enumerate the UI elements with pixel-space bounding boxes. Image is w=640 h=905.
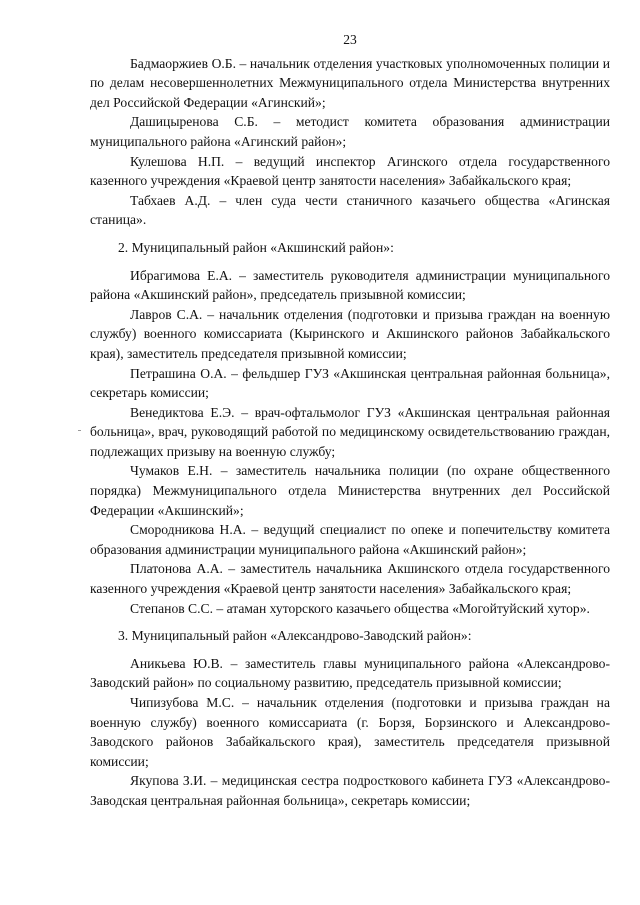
member-entry: Ибрагимова Е.А. – заместитель руководителя администрации муниципального района «Акшинский район», председатель призывной комиссии; [90, 267, 610, 303]
member-entry: Петрашина О.А. – фельдшер ГУЗ «Акшинская центральная районная больница», секретарь комиссии; [90, 365, 610, 401]
member-entry: Платонова А.А. – заместитель начальника Акшинского отдела государственного казенного учреждения «Краевой центр занятости населения» Забайкальского края; [90, 561, 610, 597]
member-entry: Табхаев А.Д. – член суда чести станичного казачьего общества «Агинская станица». [90, 192, 610, 228]
document-page [90, 30, 610, 811]
member-entry: Лавров С.А. – начальник отделения (подготовки и призыва граждан на военную службу) военного комиссариата (Кыринского и Акшинского районов Забайкальского края), заместитель председателя призывной комиссии; [90, 306, 610, 361]
margin-mark [78, 430, 81, 431]
member-entry: Степанов С.С. – атаман хуторского казачьего общества «Могойтуйский хутор». [130, 600, 590, 616]
member-entry: Смородникова Н.А. – ведущий специалист по опеке и попечительству комитета образования администрации муниципального района «Акшинский район»; [90, 522, 610, 557]
member-entry: Кулешова Н.П. – ведущий инспектор Агинского отдела государственного казенного учреждения «Краевой центр занятости населения» Забайкальского края; [90, 153, 610, 189]
member-entry: Венедиктова Е.Э. – врач-офтальмолог ГУЗ «Акшинская центральная районная больница», врач, руководящий работой по медицинскому освидетельствованию граждан, подлежащих призыву на военную службу; [90, 404, 610, 459]
section-heading-akshinsky: 2. Муниципальный район «Акшинский район»: [118, 239, 394, 255]
member-entry: Чипизубова М.С. – начальник отделения (подготовки и призыва граждан на военную службу) военного комиссариата (г. Борзя, Борзинского и Александрово-Заводского районов Забайкальского края), заместитель председателя призывной комиссии; [90, 695, 610, 769]
member-entry: Чумаков Е.Н. – заместитель начальника полиции (по охране общественного порядка) Межмуниципального отдела Министерства внутренних дел Российской Федерации «Акшинский»; [90, 463, 610, 518]
section-heading-aleksandrovo-zavodsky: 3. Муниципальный район «Александрово-Заводский район»: [118, 628, 472, 644]
member-entry: Аникьева Ю.В. – заместитель главы муниципального района «Александрово-Заводский район» по социальному развитию, председатель призывной комиссии; [90, 655, 610, 691]
member-entry: Дашицыренова С.Б. – методист комитета образования администрации муниципального района «Агинский район»; [90, 114, 610, 149]
page-number: 23 [343, 32, 357, 47]
member-entry: Бадмаоржиев О.Б. – начальник отделения участковых уполномоченных полиции и по делам несовершеннолетних Межмуниципального отдела Министерства внутренних дел Российской Федерации «Агинский»; [90, 55, 610, 110]
member-entry: Якупова З.И. – медицинская сестра подросткового кабинета ГУЗ «Александрово-Заводская центральная районная больница», секретарь комиссии; [90, 773, 610, 808]
